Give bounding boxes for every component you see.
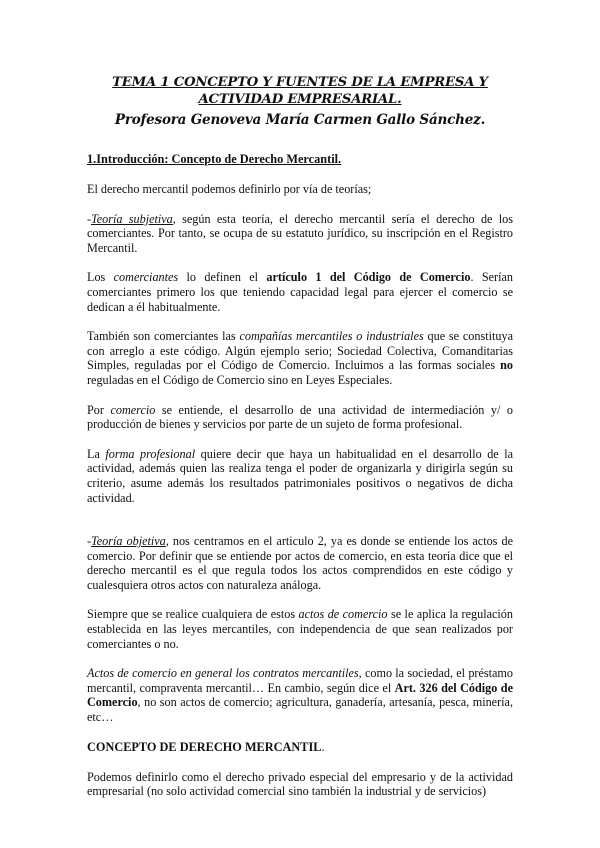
paragraph-professional-form	[87, 447, 513, 505]
text: , como la sociedad, el préstamo mercantil, compraventa mercantil… En cambio, según dice el	[87, 666, 513, 695]
section-2-heading-text: CONCEPTO DE DERECHO MERCANTIL	[87, 739, 322, 754]
paragraph-acts-of-commerce	[87, 607, 513, 651]
term-merchants: comerciantes	[113, 270, 179, 285]
term-subjective-theory: Teoría subjetiva	[91, 211, 173, 226]
term-objective-theory: Teoría objetiva	[91, 534, 166, 549]
text: , según esta teoría, el derecho mercantil sería el derecho de los comerciantes. Por tanto, se ocupa de su estatuto jurídico, su inscripción en el Registro Mercantil.	[87, 211, 514, 255]
author-line: Profesora Genoveva María Carmen Gallo Sánchez.	[114, 112, 486, 128]
term-article-1: artículo 1 del Código de Comercio	[266, 270, 471, 285]
dash-prefix: -	[87, 211, 92, 226]
paragraph-intro: El derecho mercantil podemos definirlo por vía de teorías;	[87, 182, 372, 196]
text: La	[87, 446, 106, 461]
title-line-2: ACTIVIDAD EMPRESARIAL.	[198, 92, 402, 107]
section-2-heading-period: .	[321, 739, 325, 754]
text: , nos centramos en el articulo 2, ya es donde se entiende los actos de comercio. Por definir que se entiende por actos de comercio, en esta teoría dice que el derecho mercantil es el que regula todos los actos comprendidos en este código y cualesquiera otros actos con naturaleza análoga.	[87, 534, 513, 592]
paragraph-merchants	[87, 270, 513, 314]
term-mercantile-contracts: Actos de comercio en general los contratos mercantiles	[87, 666, 359, 681]
term-no: no	[500, 358, 513, 373]
term-commerce: comercio	[110, 402, 156, 417]
document-title	[87, 74, 513, 108]
text: se entiende, el desarrollo de una actividad de intermediación y/ o producción de bienes y servicios por parte de un sujeto de forma profesional.	[87, 402, 513, 432]
section-1-heading: 1.Introducción: Concepto de Derecho Mercantil.	[87, 152, 342, 166]
text: Por	[87, 402, 111, 417]
title-line-1: TEMA 1 CONCEPTO Y FUENTES DE LA EMPRESA Y	[112, 75, 488, 90]
paragraph-commerce	[87, 403, 513, 432]
paragraph-objective-theory	[87, 534, 513, 592]
text: quiere decir que haya un habitualidad en el desarrollo de la actividad, además quien las realiza tenga el poder de organizarla y dirigirla según su criterio, asume además los resultados patrimoniales positivos o negativos de dicha actividad.	[87, 446, 514, 505]
section-2-heading	[87, 740, 513, 755]
text: se le aplica la regulación establecida en las leyes mercantiles, con independencia de que sean realizados por comerciantes o no.	[87, 607, 513, 651]
term-acts-of-commerce: actos de comercio	[298, 607, 388, 622]
text: . Serían comerciantes primero los que teniendo capacidad legal para ejercer el comercio se dedican a él habitualmente.	[87, 270, 513, 314]
paragraph-mercantile-contracts	[87, 666, 513, 724]
text: reguladas en el Código de Comercio sino en Leyes Especiales.	[87, 372, 393, 387]
dash-prefix: -	[87, 534, 92, 549]
term-professional-form: forma profesional	[105, 446, 196, 461]
paragraph-definition: Podemos definirlo como el derecho privado especial del empresario y de la actividad empresarial (no solo actividad comercial sino también la industrial y de servicios)	[87, 769, 513, 799]
text: Siempre que se realice cualquiera de estos	[87, 607, 299, 622]
text: Los	[87, 270, 114, 285]
text: También son comerciantes las	[87, 329, 240, 344]
term-article-326: Art. 326 del Código de Comercio	[87, 680, 513, 710]
paragraph-subjective-theory	[87, 212, 513, 256]
paragraph-companies	[87, 329, 513, 387]
term-companies: compañías mercantiles o industriales	[239, 329, 424, 344]
text: lo definen el	[178, 270, 267, 285]
text: , no son actos de comercio; agricultura, ganadería, artesanía, pesca, minería, etc…	[87, 695, 513, 725]
text: que se constituya con arreglo a este código. Algún ejemplo serio; Sociedad Colectiva, Comanditarias Simples, reguladas por el Código de Comercio. Incluimos a las formas sociales	[87, 329, 513, 373]
